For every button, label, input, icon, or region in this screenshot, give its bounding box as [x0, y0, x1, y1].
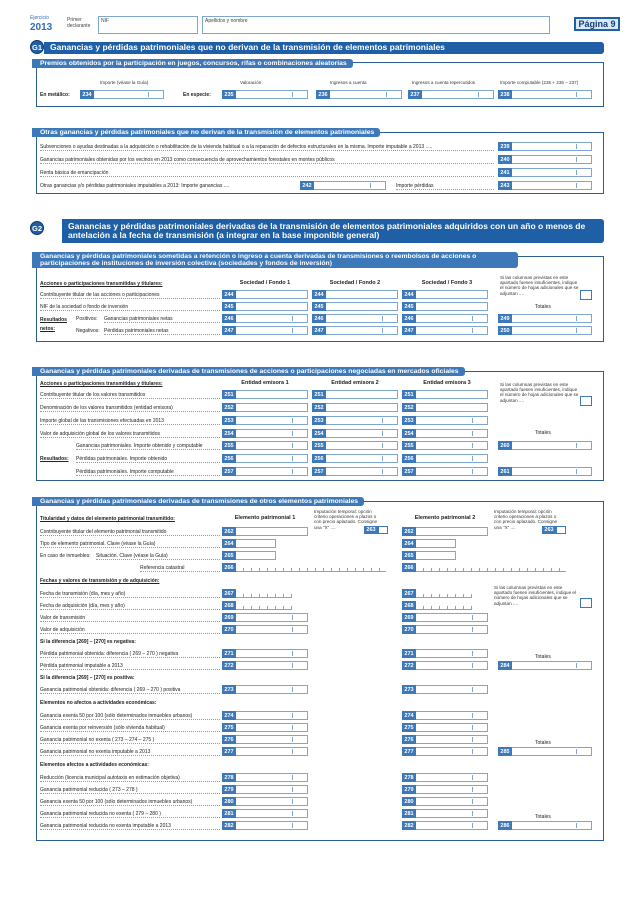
- field-270-el2[interactable]: [416, 625, 488, 634]
- box-250: 250: [498, 326, 512, 335]
- box-269-el1: 269: [222, 613, 236, 622]
- fondos-pos-label: Ganancias patrimoniales netas: [104, 316, 220, 323]
- field-244a[interactable]: [236, 290, 308, 299]
- field-268-el2[interactable]: [416, 601, 472, 610]
- row-243b-label: Importe pérdidas: [396, 183, 494, 190]
- field-247c[interactable]: [416, 326, 488, 335]
- otros-totales-1: Totales: [535, 654, 551, 660]
- field-254-col3[interactable]: [416, 429, 488, 438]
- field-271-el2[interactable]: [416, 649, 488, 658]
- field-242[interactable]: [314, 181, 386, 190]
- field-260[interactable]: [512, 441, 592, 450]
- field-252-col3[interactable]: [416, 403, 488, 412]
- box-286: 286: [498, 821, 512, 830]
- box-253-col1: 253: [222, 416, 236, 425]
- metalico-label: En metálico:: [40, 92, 70, 98]
- field-281-el1[interactable]: [236, 809, 308, 818]
- box-245c: 245: [402, 302, 416, 311]
- fondos-note: Si las columnas previstas en este apartado fuesen insuficientes, indique el número de hojas adicionales que se adjuntan ....: [500, 275, 579, 296]
- box-271-el2: 271: [402, 649, 416, 658]
- field-278-el2[interactable]: [416, 773, 488, 782]
- box-257-col2: 257: [312, 467, 326, 476]
- otros-totales-2: Totales: [535, 740, 551, 746]
- acciones-252-label: Denominación de los valores transmitidos (entidad emisora): [40, 405, 220, 412]
- field-253-col2[interactable]: [326, 416, 398, 425]
- otros-col1: Elemento patrimonial 1: [234, 515, 296, 521]
- acciones-title: Ganancias y pérdidas patrimoniales derivadas de transmisiones de acciones o participaciones negociadas en mercados oficiales: [32, 367, 465, 376]
- field-277-el1[interactable]: [236, 747, 308, 756]
- box-246c: 246: [402, 314, 416, 323]
- field-269-el1[interactable]: [236, 613, 308, 622]
- fondos-negativos: Negativos:: [76, 328, 100, 334]
- field-235[interactable]: [236, 90, 308, 99]
- field-244b[interactable]: [326, 290, 398, 299]
- field-275-el1[interactable]: [236, 723, 308, 732]
- fondos-title: Ganancias y pérdidas patrimoniales sometidas a retención o ingreso a cuenta derivadas de transmisiones o reembolsos de acciones o participaciones de instituciones de inversión colectiva (sociedades y fondos de inversión): [32, 252, 518, 268]
- field-255-col1[interactable]: [236, 441, 308, 450]
- premios-title: Premios obtenidos por la participación en juegos, concursos, rifas o combinaciones aleatorias: [32, 59, 353, 68]
- box-278-el2: 278: [402, 773, 416, 782]
- field-273-el1[interactable]: [236, 685, 308, 694]
- box-249: 249: [498, 314, 512, 323]
- otros-heading: Titularidad y datos del elemento patrimonial transmitido:: [40, 516, 175, 522]
- field-262-el2[interactable]: [416, 527, 488, 536]
- acciones-hojas-box[interactable]: [580, 396, 592, 406]
- box-274-el1: 274: [222, 711, 236, 720]
- box-246b: 246: [312, 314, 326, 323]
- fondos-hojas-box[interactable]: [580, 290, 592, 300]
- otros-274-label: Ganancia exenta 50 por 100 (sólo determinados inmuebles urbanos): [40, 713, 220, 720]
- field-267-el1[interactable]: [236, 589, 292, 598]
- field-267-el2[interactable]: [416, 589, 472, 598]
- box-264-el1: 264: [222, 539, 236, 548]
- box-261: 261: [498, 467, 512, 476]
- field-236[interactable]: [330, 90, 402, 99]
- field-279-el2[interactable]: [416, 785, 488, 794]
- box-252-col2: 252: [312, 403, 326, 412]
- field-257-col3[interactable]: [416, 467, 488, 476]
- premios-col-importe: Importe (véase la Guía): [100, 80, 149, 85]
- field-282-el1[interactable]: [236, 821, 308, 830]
- field-237[interactable]: [422, 90, 494, 99]
- box-275-el1: 275: [222, 723, 236, 732]
- otros-278-label: Reducción (licencia municipal autotaxis en estimación objetiva): [40, 775, 220, 782]
- acciones-heading: Acciones o participaciones transmitidas y titulares:: [40, 381, 163, 387]
- box-275-el2: 275: [402, 723, 416, 732]
- box-238: 238: [498, 90, 512, 99]
- row-243-label: Otras ganancias y/o pérdidas patrimoniales imputables a 2013: Importe ganancias ....: [40, 183, 230, 189]
- box-234: 234: [80, 90, 94, 99]
- box-247c: 247: [402, 326, 416, 335]
- field-255-col3[interactable]: [416, 441, 488, 450]
- primer-declarante-label: Primer declarante: [67, 17, 91, 29]
- box-274-el2: 274: [402, 711, 416, 720]
- field-276-el2[interactable]: [416, 735, 488, 744]
- year-label: 2013: [30, 22, 53, 33]
- fondos-neg-label: Pérdidas patrimoniales netas: [104, 328, 220, 335]
- field-249[interactable]: [512, 314, 592, 323]
- fondos-col1: Sociedad / Fondo 1: [239, 280, 291, 286]
- otros-280-label: Ganancia exenta 50 por 100 (sólo determinados inmuebles urbanos): [40, 799, 220, 806]
- box-257-col1: 257: [222, 467, 236, 476]
- otros-270-label: Valor de adquisición: [40, 627, 220, 634]
- box-252-col1: 252: [222, 403, 236, 412]
- field-234[interactable]: [94, 90, 164, 99]
- field-279-el1[interactable]: [236, 785, 308, 794]
- field-265-el1[interactable]: [236, 551, 276, 560]
- box-254-col3: 254: [402, 429, 416, 438]
- field-252-col2[interactable]: [326, 403, 398, 412]
- acciones-col3: Entidad emisora 3: [423, 380, 471, 386]
- g2-badge: G2: [30, 221, 44, 235]
- box-245a: 245: [222, 302, 236, 311]
- field-256-col1[interactable]: [236, 454, 308, 463]
- acciones-resultados: Resultados:: [40, 456, 69, 462]
- especie-label: En especie:: [183, 92, 211, 98]
- box-273-el1: 273: [222, 685, 236, 694]
- otros-title: Ganancias y pérdidas patrimoniales derivadas de transmisiones de otros elementos patrimoniales: [32, 497, 364, 506]
- field-277-el2[interactable]: [416, 747, 488, 756]
- field-285[interactable]: [512, 747, 592, 756]
- otros-imputacion-1: Imputación temporal: opción criterio operaciones a plazos o con precio aplazado. Consigne una "X" ....: [314, 509, 378, 530]
- row-239-label: Subvenciones o ayudas destinadas a la adquisición o rehabilitación de la vivienda habitual o a la reparación de defectos estructurales en la misma. Importe imputable a 2013 .....: [40, 144, 494, 151]
- otros-265b-label: Situación. Clave (véase la Guía): [96, 553, 220, 560]
- otros-268-label: Fecha de adquisición (día, mes y año): [40, 603, 220, 610]
- otros-noafectos-heading: Elementos no afectos a actividades económicas:: [40, 700, 157, 706]
- box-240: 240: [498, 155, 512, 164]
- box-241: 241: [498, 168, 512, 177]
- box-277-el1: 277: [222, 747, 236, 756]
- g2-title: Ganancias y pérdidas patrimoniales derivadas de la transmisión de elementos patrimoniales adquiridos con un año o menos de antelación a la fecha de transmisión (a integrar en la base imponible general): [62, 219, 604, 243]
- otros-pos-heading: Si la diferencia [269] – [270] es positiva:: [40, 675, 135, 681]
- field-250[interactable]: [512, 326, 592, 335]
- page-number: Página 9: [574, 17, 620, 31]
- fondos-totales: Totales: [535, 304, 551, 310]
- otros-afectos-heading: Elementos afectos a actividades económicas:: [40, 762, 149, 768]
- fondos-resultados: Resultados netos:: [40, 317, 67, 332]
- field-269-el2[interactable]: [416, 613, 488, 622]
- box-281-el1: 281: [222, 809, 236, 818]
- field-254-col2[interactable]: [326, 429, 398, 438]
- otros-266-label: Referencia catastral: [140, 565, 220, 572]
- box-284: 284: [498, 661, 512, 670]
- nombre-label: Apellidos y nombre: [205, 18, 248, 24]
- field-246a[interactable]: [236, 314, 308, 323]
- box-265-el2: 265: [402, 551, 416, 560]
- field-286[interactable]: [512, 821, 592, 830]
- box-285: 285: [498, 747, 512, 756]
- box-257-col3: 257: [402, 467, 416, 476]
- box-255-col2: 255: [312, 441, 326, 450]
- box-256-col1: 256: [222, 454, 236, 463]
- field-245a[interactable]: [236, 302, 308, 311]
- fondos-positivos: Positivos:: [76, 316, 98, 322]
- box-255-col1: 255: [222, 441, 236, 450]
- box-256-col3: 256: [402, 454, 416, 463]
- field-245c[interactable]: [416, 302, 488, 311]
- acciones-257-label: Pérdidas patrimoniales. Importe computable: [76, 469, 220, 476]
- box-244b: 244: [312, 290, 326, 299]
- box-251-col3: 251: [402, 390, 416, 399]
- otros-277-label: Ganancia patrimonial no exenta imputable a 2013: [40, 749, 220, 756]
- acciones-253-label: Importe global de las transmisiones efectuadas en 2013: [40, 418, 220, 425]
- box-270-el1: 270: [222, 625, 236, 634]
- field-282-el2[interactable]: [416, 821, 488, 830]
- box-235: 235: [222, 90, 236, 99]
- otros-273-label: Ganancia patrimonial obtenida: diferencia ( 269 – 270 ) positiva: [40, 687, 220, 694]
- field-253-col1[interactable]: [236, 416, 308, 425]
- premios-col-ingresos-rep: Ingresos a cuenta repercutidos: [412, 80, 476, 85]
- box-244a: 244: [222, 290, 236, 299]
- field-266-el2[interactable]: [416, 563, 566, 572]
- otros-neg-heading: Si la diferencia [269] – [270] es negativa:: [40, 639, 136, 645]
- field-241[interactable]: [512, 168, 592, 177]
- box-271-el1: 271: [222, 649, 236, 658]
- box-254-col1: 254: [222, 429, 236, 438]
- fondos-col2: Sociedad / Fondo 2: [329, 280, 381, 286]
- box-255-col3: 255: [402, 441, 416, 450]
- field-264-el2[interactable]: [416, 539, 456, 548]
- box-281-el2: 281: [402, 809, 416, 818]
- nif-label: NIF: [101, 18, 110, 24]
- box-262-el1: 262: [222, 527, 236, 536]
- box-278-el1: 278: [222, 773, 236, 782]
- otros-272-label: Pérdida patrimonial imputable a 2013: [40, 663, 220, 670]
- field-263a[interactable]: [378, 526, 388, 534]
- box-236: 236: [316, 90, 330, 99]
- otros-265a-label: En caso de inmuebles:: [40, 553, 91, 559]
- box-251-col2: 251: [312, 390, 326, 399]
- field-274-el1[interactable]: [236, 711, 308, 720]
- field-251-col2[interactable]: [326, 390, 398, 399]
- box-277-el2: 277: [402, 747, 416, 756]
- box-252-col3: 252: [402, 403, 416, 412]
- otros-262-label: Contribuyente titular del elemento patrimonial transmitido: [40, 529, 220, 536]
- field-240[interactable]: [512, 155, 592, 164]
- acciones-256-label: Pérdidas patrimoniales. Importe obtenido: [76, 456, 220, 463]
- box-268-el1: 268: [222, 601, 236, 610]
- field-246c[interactable]: [416, 314, 488, 323]
- box-237: 237: [408, 90, 422, 99]
- premios-col-computable: Importe computable (235 + 236 – 237): [500, 80, 579, 85]
- box-246a: 246: [222, 314, 236, 323]
- box-272-el2: 272: [402, 661, 416, 670]
- otros-264-label: Tipo de elemento patrimonial. Clave (véase la Guía): [40, 541, 220, 548]
- box-280-el1: 280: [222, 797, 236, 806]
- acciones-255-label: Ganancias patrimoniales. Importe obtenido y computable: [76, 443, 220, 450]
- field-238[interactable]: [512, 90, 592, 99]
- box-276-el1: 276: [222, 735, 236, 744]
- field-256-col2[interactable]: [326, 454, 398, 463]
- field-247b[interactable]: [326, 326, 398, 335]
- otros-note: Si las columnas previstas en este apartado fuesen insuficientes, indique el número de hojas adicionales que se adjuntan ....: [494, 585, 576, 606]
- box-254-col2: 254: [312, 429, 326, 438]
- field-276-el1[interactable]: [236, 735, 308, 744]
- field-261[interactable]: [512, 467, 592, 476]
- otros-fechas-heading: Fechas y valores de transmisión y de adquisición:: [40, 578, 160, 584]
- otros-totales-3: Totales: [535, 814, 551, 820]
- otros-267-label: Fecha de transmisión (día, mes y año): [40, 591, 220, 598]
- field-254-col1[interactable]: [236, 429, 308, 438]
- g1-badge: G1: [30, 40, 44, 54]
- box-280-el2: 280: [402, 797, 416, 806]
- field-278-el1[interactable]: [236, 773, 308, 782]
- field-246b[interactable]: [326, 314, 398, 323]
- field-275-el2[interactable]: [416, 723, 488, 732]
- box-270-el2: 270: [402, 625, 416, 634]
- header: [30, 14, 620, 36]
- acciones-col1: Entidad emisora 1: [241, 380, 289, 386]
- field-268-el1[interactable]: [236, 601, 292, 610]
- field-251-col3[interactable]: [416, 390, 488, 399]
- box-253-col3: 253: [402, 416, 416, 425]
- otros-271-label: Pérdida patrimonial obtenida: diferencia ( 269 – 270 ) negativa: [40, 651, 220, 658]
- row-240-label: Ganancias patrimoniales obtenidas por los vecinos en 2013 como consecuencia de aprovechamientos forestales en montes públicos: [40, 157, 494, 164]
- box-269-el2: 269: [402, 613, 416, 622]
- box-244c: 244: [402, 290, 416, 299]
- premios-col-ingresos: Ingresos a cuenta: [330, 80, 367, 85]
- nombre-field[interactable]: [202, 16, 550, 34]
- otros-282-label: Ganancia patrimonial reducida no exenta imputable a 2013: [40, 823, 220, 830]
- box-279-el1: 279: [222, 785, 236, 794]
- box-262-el2: 262: [402, 527, 416, 536]
- field-244c[interactable]: [416, 290, 488, 299]
- field-280-el2[interactable]: [416, 797, 488, 806]
- fondos-heading: Acciones o participaciones transmitidas y titulares:: [40, 281, 163, 287]
- box-267-el2: 267: [402, 589, 416, 598]
- box-273-el2: 273: [402, 685, 416, 694]
- field-247a[interactable]: [236, 326, 308, 335]
- box-245b: 245: [312, 302, 326, 311]
- box-243: 243: [498, 181, 512, 190]
- field-243[interactable]: [512, 181, 592, 190]
- g1-title: Ganancias y pérdidas patrimoniales que no derivan de la transmisión de elementos patrimoniales: [44, 42, 604, 54]
- otros-hojas-box[interactable]: [580, 598, 592, 608]
- field-273-el2[interactable]: [416, 685, 488, 694]
- box-253-col2: 253: [312, 416, 326, 425]
- box-263b: 263: [542, 526, 556, 534]
- box-239: 239: [498, 142, 512, 151]
- field-284[interactable]: [512, 661, 592, 670]
- field-270-el1[interactable]: [236, 625, 308, 634]
- box-267-el1: 267: [222, 589, 236, 598]
- field-263b[interactable]: [556, 526, 566, 534]
- premios-col-valoracion: Valoración: [240, 80, 262, 85]
- ejercicio-label: Ejercicio: [30, 15, 49, 21]
- nif-field[interactable]: [98, 16, 198, 34]
- field-256-col3[interactable]: [416, 454, 488, 463]
- field-251-col1[interactable]: [236, 390, 308, 399]
- otras-title: Otras ganancias y pérdidas patrimoniales que no derivan de la transmisión de elementos patrimoniales: [32, 128, 380, 137]
- box-251-col1: 251: [222, 390, 236, 399]
- field-271-el1[interactable]: [236, 649, 308, 658]
- field-239[interactable]: [512, 142, 592, 151]
- acciones-note: Si las columnas previstas en este apartado fuesen insuficientes, indique el número de hojas adicionales que se adjuntan ....: [500, 382, 579, 403]
- field-272-el1[interactable]: [236, 661, 308, 670]
- field-262-el1[interactable]: [236, 527, 308, 536]
- box-266-el2: 266: [402, 563, 416, 572]
- field-253-col3[interactable]: [416, 416, 488, 425]
- box-272-el1: 272: [222, 661, 236, 670]
- box-260: 260: [498, 441, 512, 450]
- fondos-col3: Sociedad / Fondo 3: [421, 280, 473, 286]
- acciones-251-label: Contribuyente titular de los valores transmitidos: [40, 392, 220, 399]
- otros-275-label: Ganancia exenta por reinversión (sólo vivienda habitual): [40, 725, 220, 732]
- field-281-el2[interactable]: [416, 809, 488, 818]
- box-266-el1: 266: [222, 563, 236, 572]
- box-247b: 247: [312, 326, 326, 335]
- fondos-contribuyente-label: Contribuyente titular de las acciones o participaciones: [40, 292, 220, 299]
- field-272-el2[interactable]: [416, 661, 488, 670]
- otros-281-label: Ganancia patrimonial reducida no exenta ( 279 – 280 ): [40, 811, 220, 818]
- otros-276-label: Ganancia patrimonial no exenta ( 273 – 274 – 275 ): [40, 737, 220, 744]
- box-282-el2: 282: [402, 821, 416, 830]
- box-247a: 247: [222, 326, 236, 335]
- field-265-el2[interactable]: [416, 551, 456, 560]
- box-265-el1: 265: [222, 551, 236, 560]
- field-266-el1[interactable]: [236, 563, 386, 572]
- otros-imputacion-2: Imputación temporal: opción criterio operaciones a plazos o con precio aplazado. Consigne una "X" ....: [494, 509, 558, 530]
- box-282-el1: 282: [222, 821, 236, 830]
- otros-col2: Elemento patrimonial 2: [414, 515, 476, 521]
- otros-269-label: Valor de transmisión: [40, 615, 220, 622]
- acciones-totales: Totales: [535, 430, 551, 436]
- row-241-label: Renta básica de emancipación: [40, 170, 494, 177]
- field-245b[interactable]: [326, 302, 398, 311]
- field-264-el1[interactable]: [236, 539, 276, 548]
- otros-279-label: Ganancia patrimonial reducida ( 273 – 278 ): [40, 787, 220, 794]
- box-276-el2: 276: [402, 735, 416, 744]
- box-242: 242: [300, 181, 314, 190]
- field-252-col1[interactable]: [236, 403, 308, 412]
- fondos-nif-label: NIF de la sociedad o fondo de inversión: [40, 304, 220, 311]
- field-255-col2[interactable]: [326, 441, 398, 450]
- box-264-el2: 264: [402, 539, 416, 548]
- field-274-el2[interactable]: [416, 711, 488, 720]
- box-263a: 263: [364, 526, 378, 534]
- field-280-el1[interactable]: [236, 797, 308, 806]
- acciones-254-label: Valor de adquisición global de los valores transmitidos: [40, 431, 220, 438]
- box-279-el2: 279: [402, 785, 416, 794]
- field-257-col1[interactable]: [236, 467, 308, 476]
- field-257-col2[interactable]: [326, 467, 398, 476]
- acciones-col2: Entidad emisora 2: [331, 380, 379, 386]
- box-268-el2: 268: [402, 601, 416, 610]
- box-256-col2: 256: [312, 454, 326, 463]
